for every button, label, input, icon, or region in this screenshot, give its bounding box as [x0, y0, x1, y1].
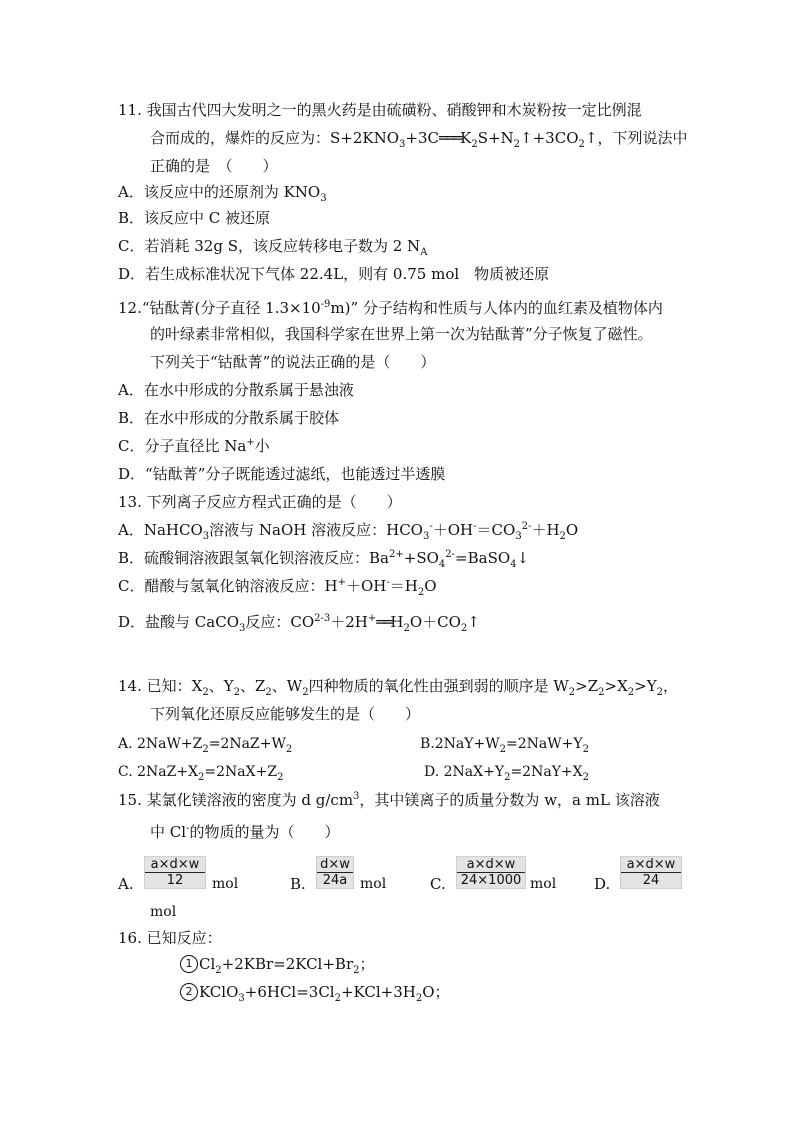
q15-option-a-fraction: $\frac{a\times d\times w}{12}$ — [144, 856, 206, 889]
q14-stem-line2: 下列氧化还原反应能够发生的是（ ） — [150, 705, 421, 723]
q15-option-b-fraction: $\frac{d\times w}{24a}$ — [316, 856, 354, 889]
q13-stem: 13. 下列离子反应方程式正确的是（ ） — [118, 493, 402, 511]
q15-option-c-fraction: $\frac{a\times d\times w}{24\times 1000}$ — [456, 856, 526, 889]
q15-option-b-unit: mol — [360, 876, 387, 892]
q15-option-d-label: D. — [594, 875, 611, 893]
q16-reaction-1: 1 $Cl_2+2KBr=2KCl+Br_2$； — [180, 954, 375, 974]
q13-option-c: C．醋酸与氢氧化钠溶液反应：$H^++OH^-=H_2O$ — [118, 577, 437, 598]
q15-option-b-label: B. — [290, 875, 306, 893]
q12-option-c: C．分子直径比 Na+小 — [118, 437, 270, 455]
q13-option-d: D．盐酸与 CaCO$_3$反应：$CO^{2-3}+2H^+══H_2O+CO_2↑$ — [118, 613, 480, 634]
q11-option-b: B．该反应中 C 被还原 — [118, 209, 271, 227]
q11-option-c: C．若消耗 32g S，该反应转移电子数为 2 $N_A$ — [118, 237, 428, 258]
q12-option-b: B．在水中形成的分散系属于胶体 — [118, 409, 340, 427]
q12-stem-line1: 12.“钴酞菁(分子直径 $1.3\times 10^{-9}m$)” 分子结构和性质与人体内的血红素及植物体内 — [118, 299, 663, 317]
q15-option-d-unit: mol — [150, 904, 177, 920]
q15-option-a-label: A. — [118, 875, 134, 893]
circled-number-1-icon: 1 — [180, 955, 198, 973]
q11-option-d: D．若生成标准状况下气体 22.4L，则有 0.75 mol 物质被还原 — [118, 265, 550, 283]
q14-option-b: $B.2NaY+W_2=2NaW+Y_2$ — [420, 736, 589, 755]
q15-stem-line2: 中 Cl-的物质的量为（ ） — [150, 823, 340, 841]
q15-option-c-label: C. — [430, 875, 446, 893]
q13-option-b: B．硫酸铜溶液跟氢氧化钡溶液反应：$Ba^{2+}+SO_4^{2-}=BaSO_4↓$ — [118, 549, 530, 570]
q12-option-a: A．在水中形成的分散系属于悬浊液 — [118, 381, 354, 399]
q12-stem-line2: 的叶绿素非常相似，我国科学家在世界上第一次为钴酞菁”分子恢复了磁性。 — [150, 325, 653, 343]
q15-option-a-unit: mol — [212, 876, 239, 892]
q15-stem-line1: 15. 某氯化镁溶液的密度为 d $g/cm^3$，其中镁离子的质量分数为 w，a mL 该溶液 — [118, 791, 660, 809]
q11-stem-line1: 11. 我国古代四大发明之一的黑火药是由硫磺粉、硝酸钾和木炭粉按一定比例混 — [118, 101, 642, 119]
q14-option-c: C. $2NaZ+X_2=2NaX+Z_2$ — [118, 764, 284, 783]
q16-reaction-2: 2 $KClO_3+6HCl=3Cl_2+KCl+3H_2O$； — [180, 982, 450, 1002]
q14-stem-line1: 14. 已知：$X_2$、$Y_2$、$Z_2$、$W_2$四种物质的氧化性由强到弱的顺序是 $W_2>Z_2>X_2>Y_2$， — [118, 677, 679, 698]
q12-stem-line3: 下列关于“钴酞菁”的说法正确的是（ ） — [150, 353, 436, 371]
q12-option-d: D．“钴酞菁”分子既能透过滤纸，也能透过半透膜 — [118, 465, 446, 483]
q11-stem-line3: 正确的是 （ ） — [150, 157, 278, 175]
q13-option-a: A．NaHCO$_3$溶液与 NaOH 溶液反应：$HCO_3^-+OH^-=CO_3^{2-}+H_2O$ — [118, 521, 579, 542]
q16-stem: 16. 已知反应： — [118, 929, 222, 947]
q11-option-a: A．该反应中的还原剂为 $KNO_3$ — [118, 183, 327, 204]
circled-number-2-icon: 2 — [180, 983, 198, 1001]
q11-stem-line2: 合而成的，爆炸的反应为：$S+2KNO_3+3C═══K_2S+N_2↑+3CO_2↑$，下列说法中 — [150, 129, 688, 150]
q15-option-d-fraction: $\frac{a\times d\times w}{24}$ — [620, 856, 682, 889]
q15-option-c-unit: mol — [530, 876, 557, 892]
q14-option-a: A. $2NaW+Z_2=2NaZ+W_2$ — [118, 736, 293, 755]
q14-option-d: D. $2NaX+Y_2=2NaY+X_2$ — [424, 764, 590, 783]
